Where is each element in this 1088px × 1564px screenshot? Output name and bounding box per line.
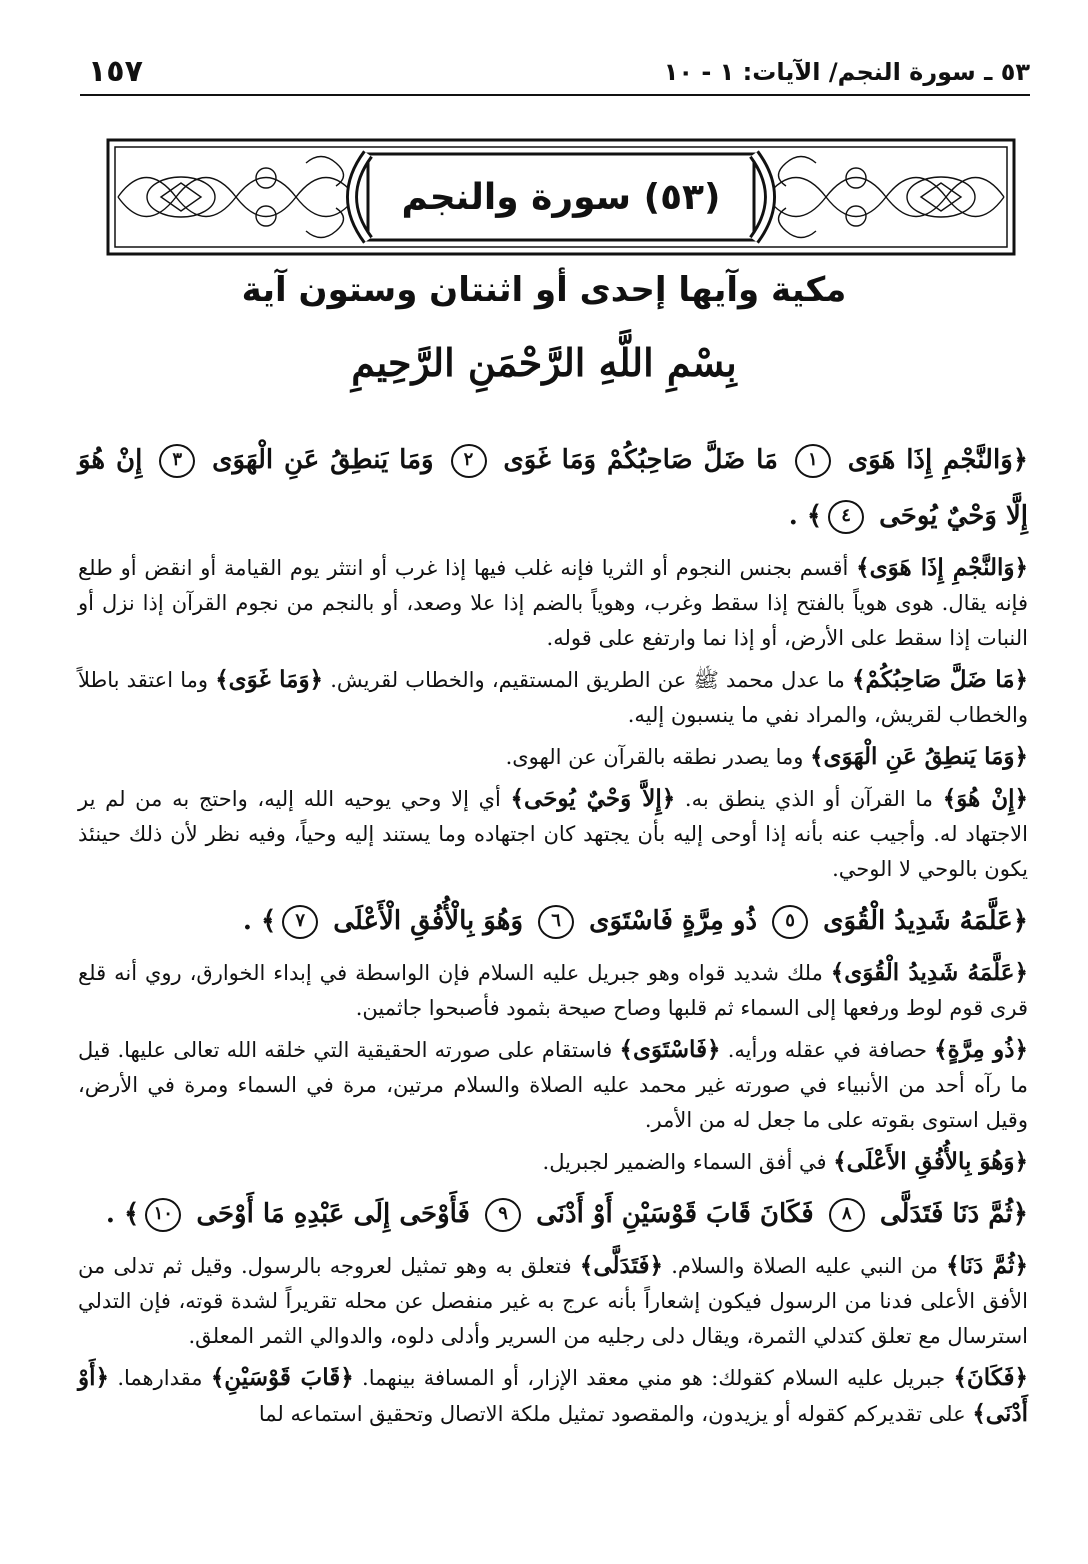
verse-block-2 [78, 893, 1028, 949]
surah-title-frame [106, 138, 1016, 256]
tafsir-paragraph [78, 1144, 1028, 1180]
ayah-number-marker: ١٠ [145, 1198, 181, 1232]
quoted-verse: ﴿قَابَ قَوْسَيْنِ﴾ [210, 1364, 354, 1391]
commentary-text: في أفق السماء والضمير لجبريل. [542, 1150, 834, 1174]
ayah-number-marker: ٦ [538, 905, 574, 939]
tafsir-paragraph [78, 1248, 1028, 1354]
commentary-text: جبريل عليه السلام كقولك: هو مني معقد الإزار، أو المسافة بينهما. [353, 1366, 954, 1390]
ayah-text: عَلَّمَهُ شَدِيدُ الْقُوَى [823, 906, 1013, 936]
verse-block-1 [78, 432, 1028, 544]
commentary-text: حصافة في عقله ورأيه. [720, 1038, 935, 1062]
quoted-verse: ﴿فَتَدَلَّى﴾ [579, 1252, 664, 1279]
tafsir-paragraph [78, 739, 1028, 775]
commentary-text: وما اعتقد باطلاً والخطاب لقريش، والمراد نفي ما ينسبون إليه. [78, 668, 1028, 727]
ayah-text: ذُو مِرَّةٍ فَاسْتَوَى [589, 906, 758, 936]
quoted-verse: ﴿فَاسْتَوَى﴾ [619, 1036, 721, 1063]
tafsir-paragraph [78, 781, 1028, 887]
quoted-verse: ﴿ذُو مِرَّةٍ﴾ [934, 1036, 1028, 1063]
ayah-number-marker: ٧ [282, 905, 318, 939]
quoted-verse: ﴿وَالنَّجْمِ إِذَا هَوَى﴾ [856, 554, 1028, 581]
commentary-text: أقسم بجنس النجوم أو الثريا فإنه غلب فيها إذا غرب أو انتثر يوم القيامة أو انقض أو طلع فإنه يقال. هوى هوياً بالفتح إذا سقط وغرب، وهوياً بالضم إذا علا وصعد، أو بالنجم من نجوم القرآن إذا نزل أو النبات إذا سقط على الأرض، أو إذا نما وارتفع على قوله. [78, 556, 1028, 650]
ayah-text: فَأَوْحَى إِلَى عَبْدِهِ مَا أَوْحَى [196, 1199, 470, 1229]
quoted-verse: ﴿مَا ضَلَّ صَاحِبُكُمْ﴾ [852, 666, 1029, 693]
verse-close-bracket: ﴾ . [242, 906, 277, 936]
quoted-verse: ﴿أَوْ أَدْنَى﴾ [78, 1364, 1028, 1427]
page-number: ١٥٧ [88, 54, 143, 89]
commentary-text: ما القرآن أو الذي ينطق به. [675, 787, 943, 811]
ayah-number-marker: ١ [795, 444, 831, 478]
commentary-text: ما عدل محمد ﷺ عن الطريق المستقيم، والخطاب لقريش. [323, 668, 853, 692]
commentary-text: أي إلا وحي يوحيه الله إليه، واحتج به من لم ير الاجتهاد له. وأجيب عنه بأنه إذا أوحى إليه بأن يجتهد كان اجتهاده وما يستند إليه وحياً، وفيه نظر لأن ذلك حينئذ يكون بالوحي لا الوحي. [78, 787, 1028, 881]
ayah-text: فَكَانَ قَابَ قَوْسَيْنِ أَوْ أَدْنَى [536, 1199, 814, 1229]
verse-open-bracket: ﴿ [1012, 1199, 1028, 1229]
ayah-number-marker: ٢ [451, 444, 487, 478]
ayah-text: ثُمَّ دَنَا فَتَدَلَّى [879, 1199, 1013, 1229]
commentary-text: مقدارهما. [108, 1366, 211, 1390]
running-title: ٥٣ ـ سورة النجم/ الآيات: ١ - ١٠ [663, 58, 1030, 86]
ayah-number-marker: ٣ [159, 444, 195, 478]
tafsir-paragraph [78, 550, 1028, 656]
commentary-text: فتعلق به وهو تمثيل لعروجه بالرسول. وقيل ثم تدلى من الأفق الأعلى فدنا من الرسول فيكون إشعاراً بأنه عرج به غير منفصل عن محله تقريراً لشدة قوته، فإن التدلي استرسال مع تعلق كتدلي الثمرة، ويقال دلى رجليه من السرير وأدلى دلوه، والدوالي الثمر المعلق. [78, 1254, 1028, 1348]
ayah-text: مَا ضَلَّ صَاحِبُكُمْ وَمَا غَوَى [503, 445, 778, 475]
verse-close-bracket: ﴾ . [788, 501, 823, 531]
tafsir-paragraph [78, 1032, 1028, 1138]
verse-open-bracket: ﴿ [1012, 445, 1028, 475]
ayah-number-marker: ٨ [829, 1198, 865, 1232]
verse-open-bracket: ﴿ [1012, 906, 1028, 936]
ayah-text: وَالنَّجْمِ إِذَا هَوَى [847, 445, 1013, 475]
basmala: بِسْمِ اللَّهِ الرَّحْمَنِ الرَّحِيمِ [351, 340, 737, 385]
tafsir-paragraph [78, 1360, 1028, 1432]
ayah-number-marker: ٤ [828, 500, 864, 534]
running-header [80, 52, 1030, 96]
quoted-verse: ﴿فَكَانَ﴾ [953, 1364, 1028, 1391]
commentary-text: من النبي عليه الصلاة والسلام. [663, 1254, 947, 1278]
tafsir-paragraph [78, 662, 1028, 733]
commentary-text: على تقديركم كقوله أو يزيدون، والمقصود تمثيل ملكة الاتصال وتحقيق استماعه لما [258, 1402, 973, 1426]
quoted-verse: ﴿إِلاَّ وَحْيٌ يُوحَى﴾ [510, 785, 676, 812]
quoted-verse: ﴿وَمَا غَوَى﴾ [215, 666, 324, 693]
quoted-verse: ﴿وَهُوَ بِالأُفُقِ الأَعْلَى﴾ [833, 1148, 1028, 1175]
ayah-number-marker: ٥ [772, 905, 808, 939]
ayah-text: وَمَا يَنطِقُ عَنِ الْهَوَى [212, 445, 434, 475]
quoted-verse: ﴿إِنْ هُوَ﴾ [942, 785, 1028, 812]
ayah-text: إِنْ هُوَ إِلَّا وَحْيٌ يُوحَى [78, 445, 1028, 531]
surah-subtitle: مكية وآيها إحدى أو اثنتان وستون آية [241, 270, 847, 310]
commentary-text: وما يصدر نطقه بالقرآن عن الهوى. [505, 745, 811, 769]
tafsir-paragraph [78, 955, 1028, 1026]
commentary-text: فاستقام على صورته الحقيقية التي خلقه الله تعالى عليها. قيل ما رآه أحد من الأنبياء في صورته غير محمد عليه الصلاة والسلام مرتين، مرة في السماء ومرة في الأرض، وقيل استوى بقوته على ما جعل له من الأمر. [78, 1038, 1028, 1132]
quoted-verse: ﴿وَمَا يَنطِقُ عَنِ الْهَوَى﴾ [810, 743, 1028, 770]
ayah-number-marker: ٩ [485, 1198, 521, 1232]
surah-title: (٥٣) سورة والنجم [401, 177, 721, 218]
quoted-verse: ﴿عَلَّمَهُ شَدِيدُ الْقُوَى﴾ [830, 959, 1028, 986]
commentary-text: ملك شديد قواه وهو جبريل عليه السلام فإن الواسطة في إبداء الخوارق، روي أنه قلع قرى قوم لوط ورفعها إلى السماء ثم قلبها وصاح صيحة بثمود فأصبحوا جاثمين. [78, 961, 1028, 1020]
verse-close-bracket: ﴾ . [105, 1199, 140, 1229]
page-content [78, 432, 1028, 1438]
quoted-verse: ﴿ثُمَّ دَنَا﴾ [946, 1252, 1028, 1279]
ayah-text: وَهُوَ بِالْأُفُقِ الْأَعْلَى [333, 906, 524, 936]
verse-block-3 [78, 1186, 1028, 1242]
